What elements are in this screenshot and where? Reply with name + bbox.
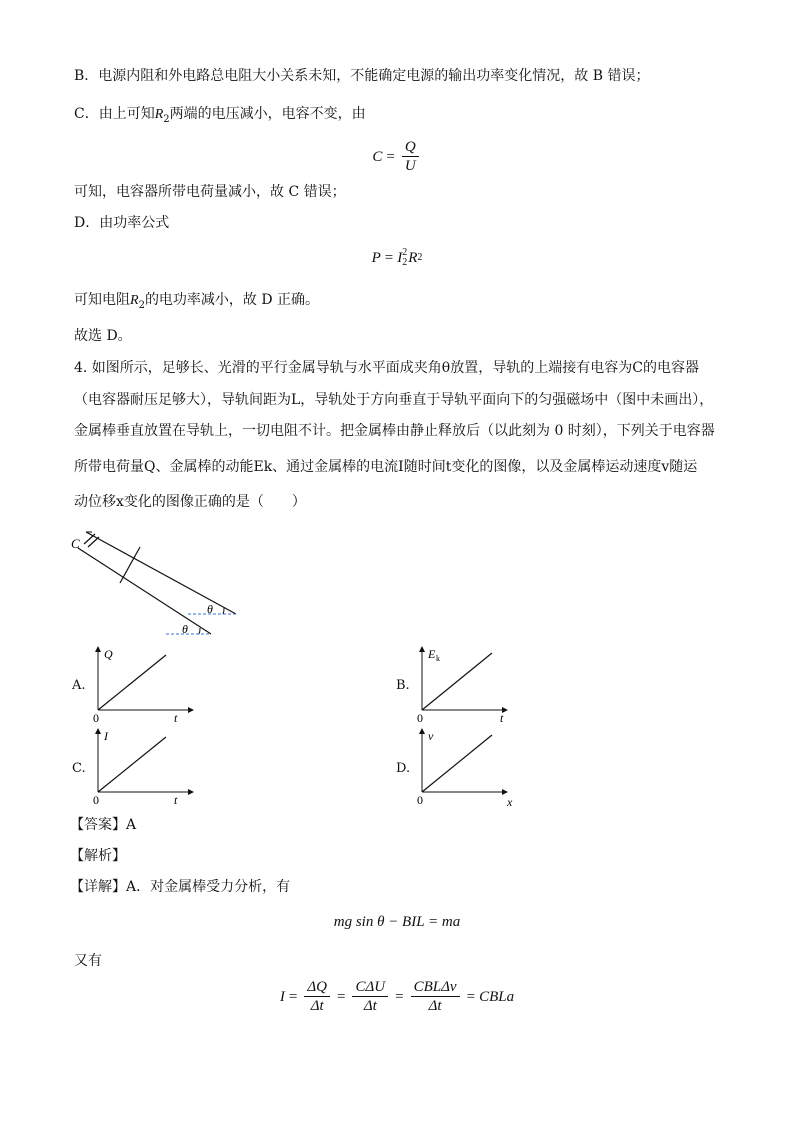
eq4-equals-3: = [395,988,404,1005]
option-d-x-axis: x [507,795,513,808]
question-4-line-3: 金属棒垂直放置在导轨上，一切电阻不计。把金属棒由静止释放后（以此刻为 0 时刻），下列关于电容器 [74,423,715,439]
angle-label-lower: θ [182,622,188,636]
eq1-numerator: Q [402,138,419,157]
incline-figure [68,528,248,640]
question-4-line-2: （电容器耐压足够大），导轨间距为L，导轨处于方向垂直于导轨平面向下的匀强磁场中（图中未画出）， [74,392,714,408]
capacitor-symbol [84,534,99,547]
option-c-line [98,737,166,792]
question-4-line-5: 动位移x变化的图像正确的是（ ） [74,494,306,510]
resistor-subscript: 2 [163,113,170,125]
option-b-graph[interactable] [412,646,522,726]
detail-line: 【详解】A．对金属棒受力分析，有 [70,879,291,895]
option-d-origin: 0 [417,793,423,807]
eq4-f2-den: Δt [363,998,377,1014]
analysis-heading: 【解析】 [70,848,126,864]
option-c-graph[interactable] [88,728,198,808]
choose-line: 故选 D。 [74,328,132,344]
option-a-line [98,655,166,710]
equation-power [0,248,794,268]
eq4-equals-4: = [466,988,476,1005]
option-b-x-axis: t [500,711,504,725]
eq2-resistor-sub: 2 [417,252,423,263]
option-a-y-axis: Q [104,647,113,661]
angle-label-upper: θ [207,602,213,616]
eq1-denominator: U [404,158,416,174]
d-conc-sub: 2 [138,299,145,311]
capacitor-label: C [71,536,80,551]
eq2-current: I [397,250,403,266]
solution-line-d: D．由功率公式 [74,215,170,231]
solution-line-d-conclusion [74,290,319,316]
option-b-y-axis: E [428,647,436,661]
question-4-line-1: 4. 如图所示，足够长、光滑的平行金属导轨与水平面成夹角θ放置，导轨的上端接有电容为C的电容器 [74,360,699,376]
option-c-x-axis: t [174,793,178,807]
eq1-equals: = [386,148,395,165]
equation-capacitance [0,138,794,175]
eq4-f1-den: Δt [310,998,324,1014]
eq4-f3-num: CBLΔv [411,978,460,997]
option-b-line [422,653,492,710]
solution-line-c-conclusion: 可知，电容器所带电荷量减小，故 C 错误； [74,184,346,200]
eq4-fraction-3 [411,978,460,1015]
option-a-label[interactable]: A. [72,678,86,693]
option-a-origin: 0 [93,711,99,725]
also-line: 又有 [74,953,102,969]
option-c-origin: 0 [93,793,99,807]
eq2-equals: = [384,250,394,266]
rail-lower [78,548,211,634]
eq2-current-sup: 2 [402,247,408,258]
eq4-f2-num: CΔU [352,978,388,997]
eq4-equals-1: = [288,988,298,1005]
d-conc-prefix: 可知电阻 [74,292,130,308]
equation-force: mg sin θ − BIL = ma [333,914,461,930]
eq4-fraction-1 [304,978,330,1015]
option-c-label[interactable]: C. [72,761,86,776]
eq4-rhs: CBLa [479,988,515,1005]
eq2-resistor: R [408,250,418,266]
eq4-lhs: I [279,988,285,1005]
option-b-y-sub: k [436,654,440,663]
eq4-equals-2: = [337,988,346,1005]
eq1-lhs: C [372,148,383,165]
option-d-graph[interactable] [412,728,522,808]
option-a-graph[interactable] [88,646,198,726]
option-b-origin: 0 [417,711,423,725]
eq2-current-sub: 2 [402,257,408,268]
option-c-y-axis: I [104,729,108,743]
option-a-x-axis: t [174,711,178,725]
resistor-symbol: R [154,107,164,122]
option-d-label[interactable]: D. [396,761,411,776]
option-d-line [422,735,492,792]
d-conc-resistor: R [130,293,139,308]
eq2-lhs: P [371,250,381,266]
eq4-f3-den: Δt [428,998,442,1014]
question-4-line-4: 所带电荷量Q、金属棒的动能Ek、通过金属棒的电流I随时间t变化的图像，以及金属棒运动速度v随运 [74,459,698,475]
line-c-suffix: 两端的电压减小，电容不变，由 [169,106,366,122]
option-b-label[interactable]: B. [396,678,410,693]
answer-line: 【答案】A [70,817,137,833]
option-d-y-axis: v [428,729,434,743]
eq4-fraction-2 [352,978,388,1015]
eq1-fraction [402,138,419,175]
eq4-f1-num: ΔQ [304,978,330,997]
equation-current [0,978,794,1015]
d-conc-suffix: 的电功率减小，故 D 正确。 [144,292,320,308]
solution-line-c [74,104,366,130]
line-c-prefix: C．由上可知 [74,106,155,122]
solution-line-b: B．电源内阻和外电路总电阻大小关系未知，不能确定电源的输出功率变化情况，故 B 错误； [74,68,650,84]
